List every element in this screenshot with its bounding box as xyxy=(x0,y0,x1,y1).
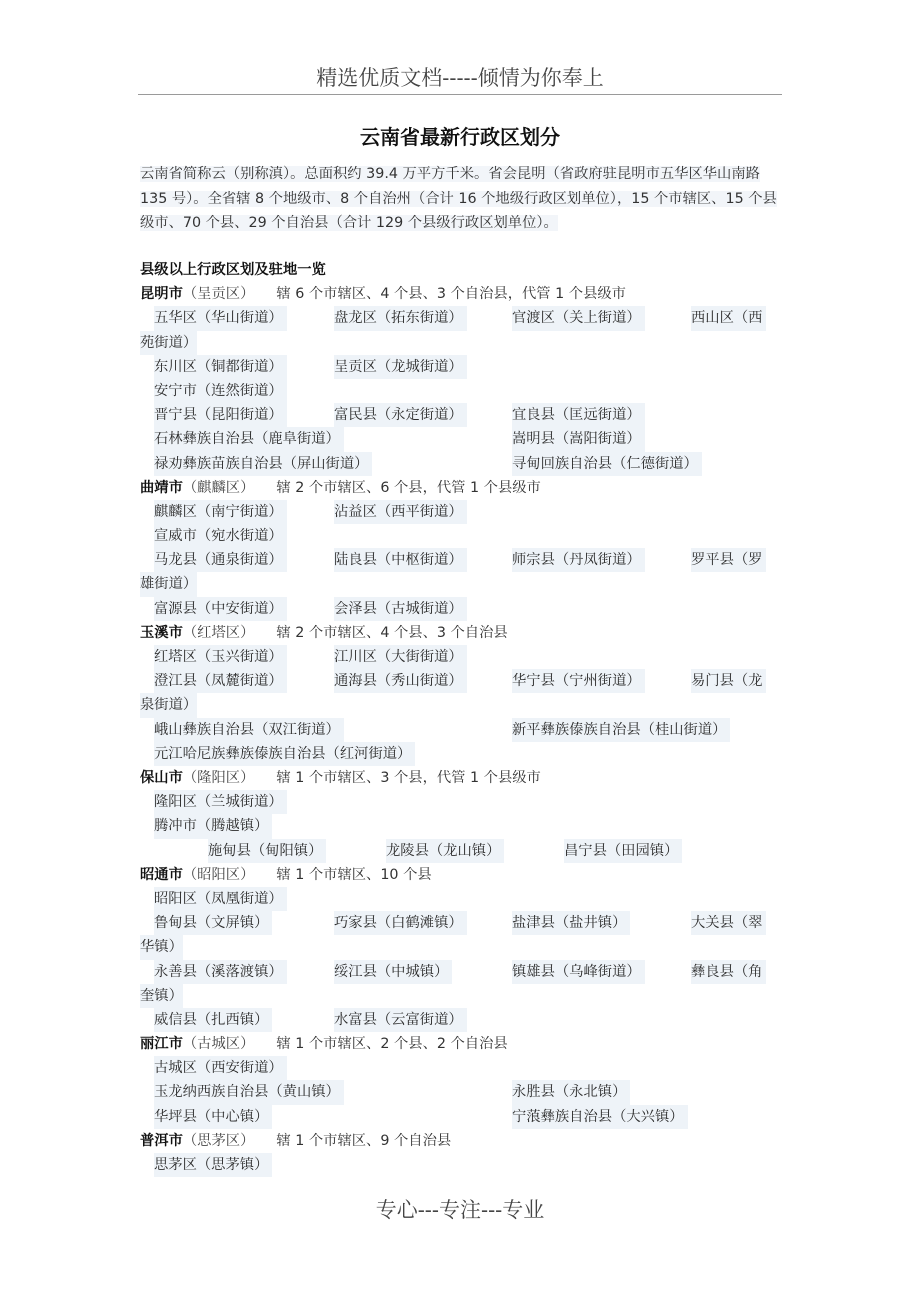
county-entry: 禄劝彝族苗族自治县（屏山街道） xyxy=(154,452,372,476)
county-entry: 寻甸回族自治县（仁德街道） xyxy=(512,452,702,476)
city-name: 昭通市 xyxy=(140,866,183,883)
county-entry: 富源县（中安街道） xyxy=(154,597,287,621)
county-entry: 峨山彝族自治县（双江街道） xyxy=(154,718,344,742)
county-entry: 宁蒗彝族自治县（大兴镇） xyxy=(512,1105,688,1129)
page-header: 精选优质文档-----倾情为你奉上 xyxy=(316,66,604,90)
county-entry: 嵩明县（嵩阳街道） xyxy=(512,427,645,451)
county-entry: 通海县（秀山街道） xyxy=(334,669,467,693)
city-description: 辖 1 个市辖区、9 个自治县 xyxy=(276,1132,452,1149)
county-entry: 马龙县（通泉街道） xyxy=(154,548,287,572)
county-entry: 易门县（龙 xyxy=(691,669,766,693)
county-row xyxy=(140,839,780,863)
city-description: 辖 1 个市辖区、3 个县，代管 1 个县级市 xyxy=(276,769,541,786)
county-entry: 陆良县（中枢街道） xyxy=(334,548,467,572)
county-row xyxy=(140,960,780,1008)
city-heading xyxy=(140,282,780,306)
county-entry: 罗平县（罗 xyxy=(691,548,766,572)
county-row xyxy=(140,718,780,742)
county-entry: 麒麟区（南宁街道） xyxy=(154,500,287,524)
city-seat: （呈贡区） xyxy=(182,286,255,303)
county-row xyxy=(140,814,780,838)
county-row xyxy=(140,742,780,766)
city-description: 辖 1 个市辖区、2 个县、2 个自治县 xyxy=(276,1036,508,1053)
county-entry: 宣威市（宛水街道） xyxy=(154,524,287,548)
city-seat: （红塔区） xyxy=(182,624,255,641)
city-seat: （思茅区） xyxy=(182,1132,255,1149)
city-name: 保山市 xyxy=(140,769,183,786)
county-entry: 镇雄县（乌峰街道） xyxy=(512,960,645,984)
county-row xyxy=(140,355,780,379)
county-entry-wrap: 苑街道） xyxy=(140,331,197,355)
county-row xyxy=(140,1105,780,1129)
division-list xyxy=(140,258,780,1177)
city-description: 辖 6 个市辖区、4 个县、3 个自治县，代管 1 个县级市 xyxy=(276,286,626,303)
county-entry: 大关县（翠 xyxy=(691,911,766,935)
county-entry: 永胜县（永北镇） xyxy=(512,1080,630,1104)
county-row xyxy=(140,597,780,621)
city-description: 辖 2 个市辖区、4 个县、3 个自治县 xyxy=(276,624,508,641)
county-row xyxy=(140,1080,780,1104)
county-row xyxy=(140,1153,780,1177)
county-entry: 澄江县（凤麓街道） xyxy=(154,669,287,693)
city-name: 昆明市 xyxy=(140,286,183,303)
city-description: 辖 2 个市辖区、6 个县，代管 1 个县级市 xyxy=(276,479,541,496)
city-heading xyxy=(140,766,780,790)
header-rule xyxy=(138,94,782,95)
county-row xyxy=(140,524,780,548)
county-entry: 西山区（西 xyxy=(691,306,766,330)
county-entry: 师宗县（丹凤街道） xyxy=(512,548,645,572)
county-row xyxy=(140,500,780,524)
county-row xyxy=(140,1008,780,1032)
county-entry: 彝良县（角 xyxy=(691,960,766,984)
county-entry: 会泽县（古城街道） xyxy=(334,597,467,621)
county-entry: 盘龙区（拓东街道） xyxy=(334,306,467,330)
county-entry: 东川区（铜都街道） xyxy=(154,355,287,379)
county-entry: 华坪县（中心镇） xyxy=(154,1105,272,1129)
county-row xyxy=(140,790,780,814)
city-heading xyxy=(140,1129,780,1153)
county-entry: 新平彝族傣族自治县（桂山街道） xyxy=(512,718,730,742)
city-heading xyxy=(140,863,780,887)
county-entry: 沾益区（西平街道） xyxy=(334,500,467,524)
county-row xyxy=(140,645,780,669)
county-entry: 呈贡区（龙城街道） xyxy=(334,355,467,379)
intro-text: 云南省简称云（别称滇）。总面积约 39.4 万平方千米。省会昆明（省政府驻昆明市五华区华山南路 135 号）。全省辖 8 个地级市、8 个自治州（合计 16 个地级行政区划单位），15 个市辖区、15 个县级市、70 个县、29 个自治县（合计 129 个县级行政区划单位）。 xyxy=(140,166,777,231)
county-entry: 永善县（溪落渡镇） xyxy=(154,960,287,984)
county-entry: 晋宁县（昆阳街道） xyxy=(154,403,287,427)
county-entry-wrap: 雄街道） xyxy=(140,572,197,596)
county-row xyxy=(140,548,780,596)
county-row xyxy=(140,669,780,717)
city-name: 普洱市 xyxy=(140,1132,183,1149)
county-entry: 腾冲市（腾越镇） xyxy=(154,814,272,838)
city-heading xyxy=(140,1032,780,1056)
city-heading xyxy=(140,621,780,645)
city-heading xyxy=(140,476,780,500)
county-entry: 盐津县（盐井镇） xyxy=(512,911,630,935)
county-entry: 江川区（大街街道） xyxy=(334,645,467,669)
city-name: 丽江市 xyxy=(140,1036,183,1053)
county-entry: 水富县（云富街道） xyxy=(334,1008,467,1032)
county-entry: 隆阳区（兰城街道） xyxy=(154,790,287,814)
city-name: 玉溪市 xyxy=(140,624,183,641)
county-row xyxy=(140,379,780,403)
county-entry: 昭阳区（凤凰街道） xyxy=(154,887,287,911)
intro-paragraph xyxy=(140,162,780,236)
county-entry: 古城区（西安街道） xyxy=(154,1056,287,1080)
county-entry: 龙陵县（龙山镇） xyxy=(386,839,504,863)
county-row xyxy=(140,427,780,451)
county-entry: 巧家县（白鹤滩镇） xyxy=(334,911,467,935)
city-name: 曲靖市 xyxy=(140,479,183,496)
city-seat: （昭阳区） xyxy=(182,866,255,883)
county-entry: 华宁县（宁州街道） xyxy=(512,669,645,693)
county-entry: 施甸县（甸阳镇） xyxy=(208,839,326,863)
county-entry: 玉龙纳西族自治县（黄山镇） xyxy=(154,1080,344,1104)
county-entry: 富民县（永定街道） xyxy=(334,403,467,427)
county-entry: 安宁市（连然街道） xyxy=(154,379,287,403)
county-entry: 鲁甸县（文屏镇） xyxy=(154,911,272,935)
city-seat: （麒麟区） xyxy=(182,479,255,496)
county-entry: 思茅区（思茅镇） xyxy=(154,1153,272,1177)
page-footer: 专心---专注---专业 xyxy=(375,1198,545,1222)
county-entry-wrap: 奎镇） xyxy=(140,984,183,1008)
county-row xyxy=(140,887,780,911)
county-row xyxy=(140,452,780,476)
county-entry: 红塔区（玉兴街道） xyxy=(154,645,287,669)
section-title: 县级以上行政区划及驻地一览 xyxy=(140,262,326,278)
county-row xyxy=(140,306,780,354)
county-entry-wrap: 华镇） xyxy=(140,935,183,959)
county-row xyxy=(140,911,780,959)
city-seat: （古城区） xyxy=(182,1036,255,1053)
county-row xyxy=(140,403,780,427)
county-entry: 宜良县（匡远街道） xyxy=(512,403,645,427)
county-entry: 五华区（华山街道） xyxy=(154,306,287,330)
county-entry: 元江哈尼族彝族傣族自治县（红河街道） xyxy=(154,742,415,766)
county-entry: 昌宁县（田园镇） xyxy=(564,839,682,863)
city-seat: （隆阳区） xyxy=(182,769,255,786)
document-title: 云南省最新行政区划分 xyxy=(360,125,560,149)
county-row xyxy=(140,1056,780,1080)
city-description: 辖 1 个市辖区、10 个县 xyxy=(276,866,432,883)
county-entry: 绥江县（中城镇） xyxy=(334,960,452,984)
county-entry: 威信县（扎西镇） xyxy=(154,1008,272,1032)
county-entry-wrap: 泉街道） xyxy=(140,693,197,717)
county-entry: 石林彝族自治县（鹿阜街道） xyxy=(154,427,344,451)
county-entry: 官渡区（关上街道） xyxy=(512,306,645,330)
